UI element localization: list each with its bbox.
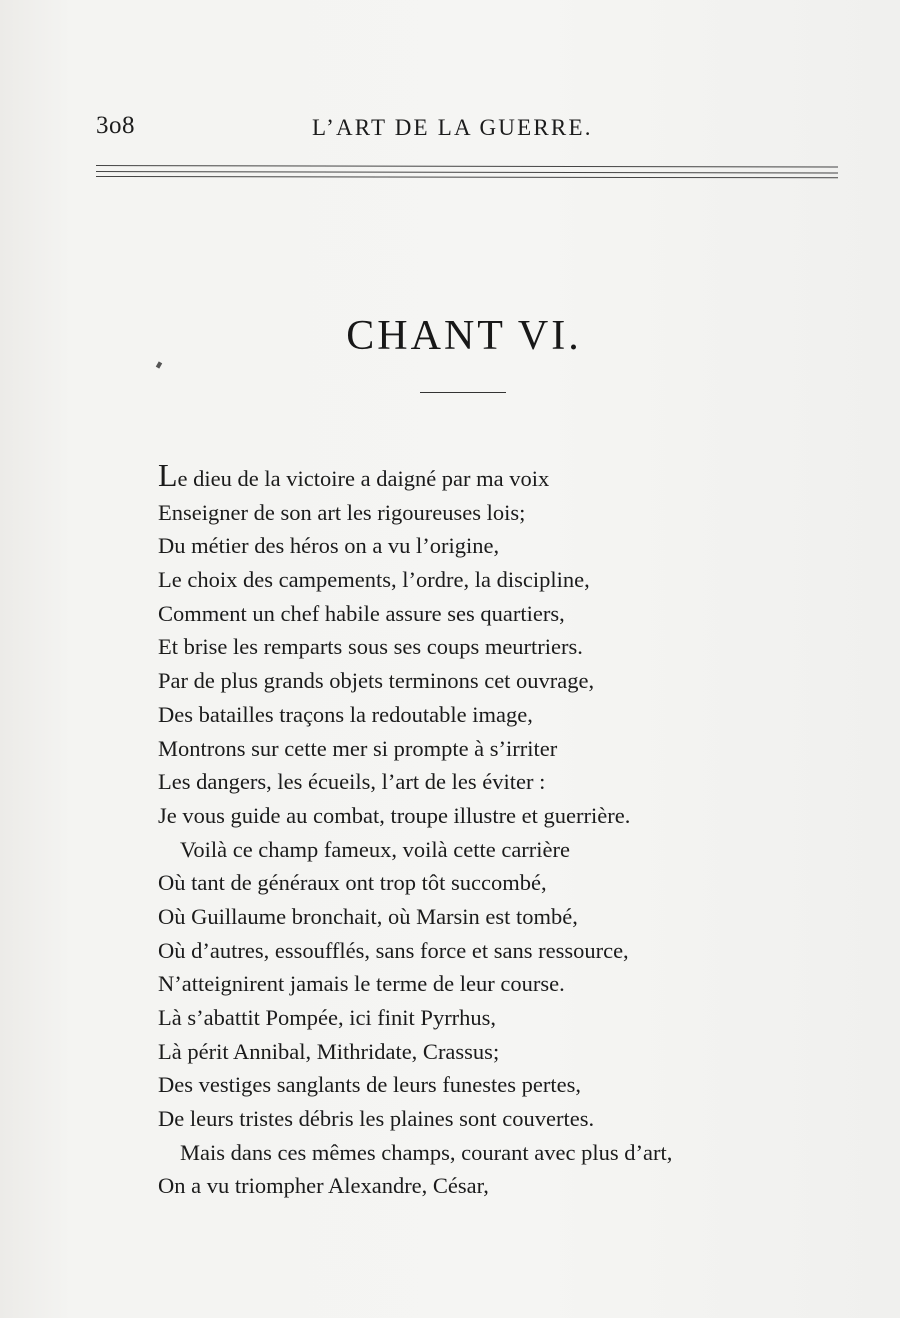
poem-line: Enseigner de son art les rigoureuses lois; xyxy=(158,499,526,525)
poem-line: Où d’autres, essoufflés, sans force et sans ressource, xyxy=(158,937,629,963)
poem-line: Comment un chef habile assure ses quartiers, xyxy=(158,600,565,626)
poem-line: Où Guillaume bronchait, où Marsin est tombé, xyxy=(158,903,578,929)
poem-line: Là s’abattit Pompée, ici finit Pyrrhus, xyxy=(158,1005,497,1030)
poem-line: Le choix des campements, l’ordre, la discipline, xyxy=(158,567,590,593)
poem-line: On a vu triompher Alexandre, César, xyxy=(158,1173,489,1199)
poem-line: Je vous guide au combat, troupe illustre et guerrière. xyxy=(158,802,631,828)
initial-letter: L xyxy=(158,457,178,493)
header-rule xyxy=(96,176,838,178)
poem-line: Voilà ce champ fameux, voilà cette carrière xyxy=(180,836,571,862)
poem-line: Du métier des héros on a vu l’origine, xyxy=(158,533,500,559)
poem-line: De leurs tristes débris les plaines sont couvertes. xyxy=(158,1106,595,1132)
header-rule xyxy=(96,171,838,174)
poem xyxy=(158,457,838,1203)
poem-line: Mais dans ces mêmes champs, courant avec plus d’art, xyxy=(180,1139,673,1165)
poem-line: Montrons sur cette mer si prompte à s’irriter xyxy=(158,735,558,761)
header-rule xyxy=(96,165,838,168)
running-head xyxy=(96,112,836,148)
page-number: 3o8 xyxy=(96,112,135,139)
poem-line: Les dangers, les écueils, l’art de les éviter : xyxy=(158,769,546,795)
poem-line xyxy=(158,457,838,496)
poem-line: Et brise les remparts sous ses coups meurtriers. xyxy=(158,634,583,660)
running-title: L’ART DE LA GUERRE. xyxy=(312,115,593,140)
title-divider xyxy=(420,392,506,393)
poem-line: N’atteignirent jamais le terme de leur course. xyxy=(158,971,565,997)
poem-line: Des vestiges sanglants de leurs funestes pertes, xyxy=(158,1072,582,1098)
poem-line: Où tant de généraux ont trop tôt succombé, xyxy=(158,870,547,896)
first-line-text: e dieu de la victoire a daigné par ma voix xyxy=(177,466,550,491)
chapter-title: CHANT VI. xyxy=(346,313,582,359)
poem-line: Là périt Annibal, Mithridate, Crassus; xyxy=(158,1038,500,1064)
ink-speck xyxy=(156,361,162,368)
poem-line: Par de plus grands objets terminons cet ouvrage, xyxy=(158,668,595,694)
poem-line: Des batailles traçons la redoutable image, xyxy=(158,701,533,727)
